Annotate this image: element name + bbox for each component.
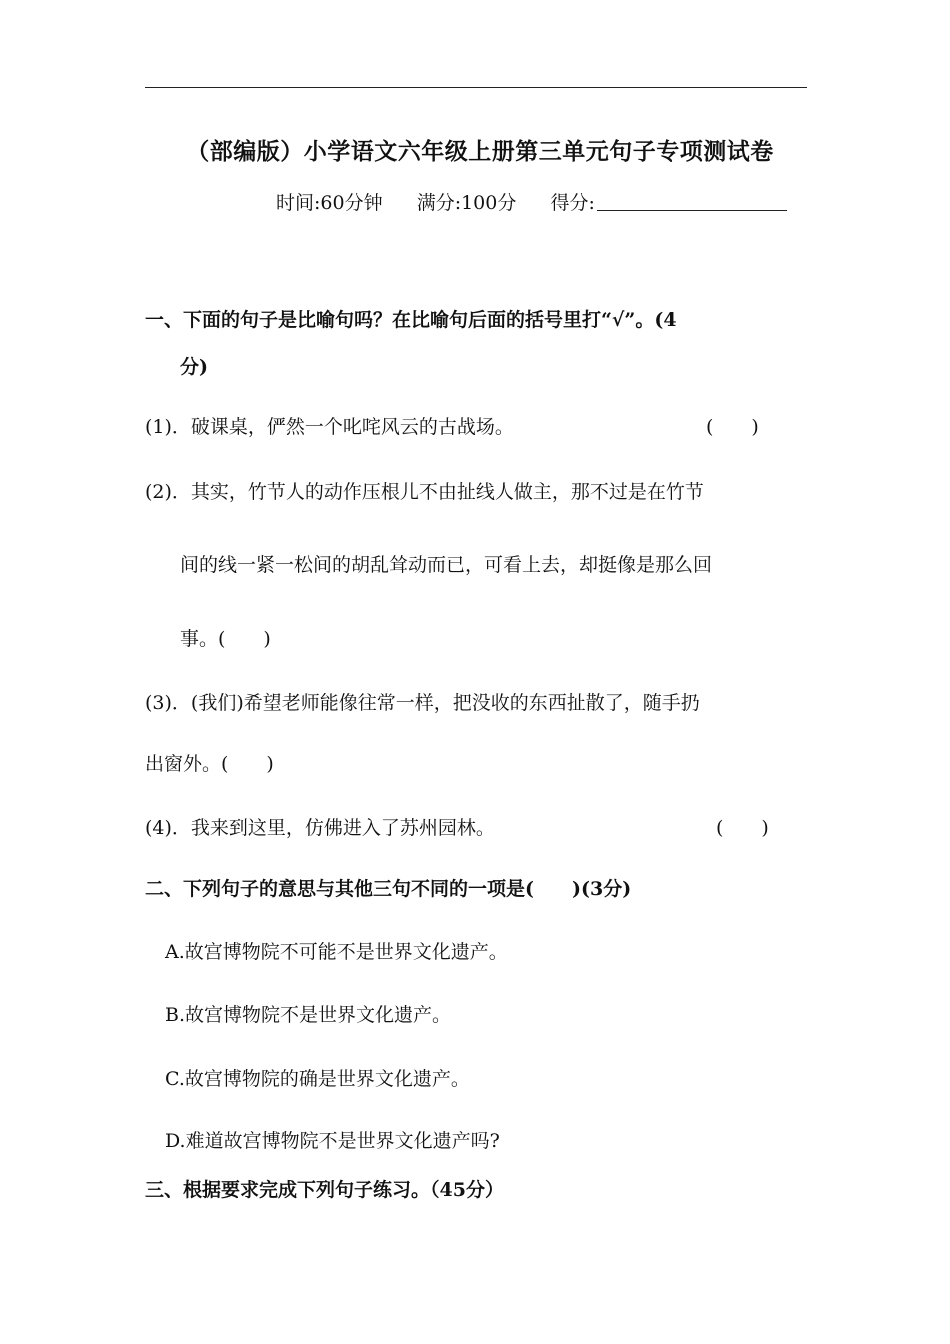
question-4: (4)．我来到这里，仿佛进入了苏州园林。 (145, 817, 495, 839)
section1-heading: 一、下面的句子是比喻句吗？在比喻句后面的括号里打“√”。(4 (145, 309, 677, 331)
question-3-line1: (3)．(我们)希望老师能像往常一样，把没收的东西扯散了，随手扔 (145, 692, 700, 714)
exam-meta (276, 188, 787, 215)
score-blank[interactable] (597, 192, 787, 211)
answer-paren-4[interactable]: ( ) (716, 817, 769, 839)
answer-paren-1[interactable]: ( ) (706, 416, 759, 438)
full-score: 满分:100分 (416, 192, 517, 214)
page-title: （部编版）小学语文六年级上册第三单元句子专项测试卷 (186, 138, 774, 165)
question-2-line2: 间的线一紧一松间的胡乱耸动而已，可看上去，却挺像是那么回 (180, 554, 713, 576)
option-a: A.故宫博物院不可能不是世界文化遗产。 (165, 941, 508, 963)
score-label: 得分: (550, 192, 595, 214)
time-limit: 时间:60分钟 (276, 192, 383, 214)
question-1: (1)．破课桌，俨然一个叱咤风云的古战场。 (145, 416, 514, 438)
option-b: B.故宫博物院不是世界文化遗产。 (165, 1004, 452, 1026)
question-2-line3: 事。( ) (180, 628, 271, 650)
question-2-line1: (2)．其实，竹节人的动作压根儿不由扯线人做主，那不过是在竹节 (145, 481, 704, 503)
option-c: C.故宫博物院的确是世界文化遗产。 (165, 1068, 470, 1090)
section2-heading: 二、下列句子的意思与其他三句不同的一项是( )(3分) (145, 878, 632, 900)
section3-heading: 三、根据要求完成下列句子练习。（45分） (145, 1179, 504, 1201)
header-rule (145, 87, 807, 88)
section1-heading-cont: 分) (180, 356, 208, 378)
option-d: D.难道故宫博物院不是世界文化遗产吗? (165, 1130, 500, 1152)
question-3-line2: 出窗外。( ) (145, 753, 274, 775)
